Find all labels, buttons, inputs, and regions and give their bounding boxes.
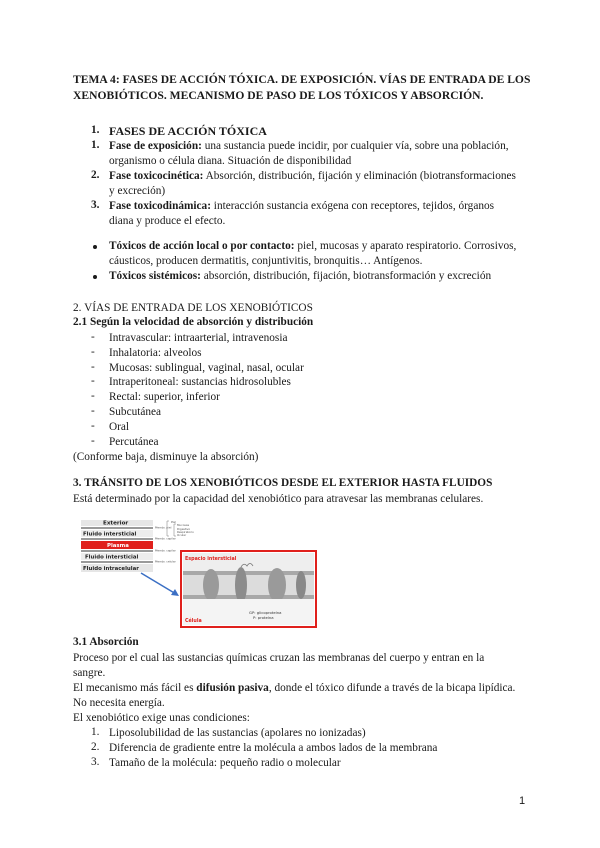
toxic-type-text: piel, mucosas y aparato respiratorio. Corrosivos, (294, 240, 517, 252)
phase-item-line (109, 199, 494, 214)
dash-marker: - (91, 375, 95, 387)
membrane-protein (235, 567, 247, 603)
toxic-type-line (109, 269, 491, 284)
route-item: Oral (109, 421, 130, 433)
route-item: Rectal: superior, inferior (109, 391, 220, 403)
phase-term: Fase de exposición: (109, 140, 202, 152)
toxic-type-text: absorción, distribución, fijación, biotransformación y excreción (200, 270, 492, 282)
membrane-protein (203, 569, 219, 601)
membrane-protein (296, 571, 306, 599)
route-note: (Conforme baja, disminuye la absorción) (73, 451, 259, 463)
dash-marker: - (91, 346, 95, 358)
condition-item: Tamaño de la molécula: pequeño radio o molecular (109, 757, 341, 769)
entry-label: Piel (171, 520, 176, 524)
membrane-line (81, 527, 153, 529)
phase-item-line2: organismo o célula diana. Situación de disponibilidad (109, 155, 352, 167)
condition-number: 3. (91, 756, 100, 768)
paragraph-emphasis: difusión pasiva (196, 682, 269, 694)
dash-marker: - (91, 405, 95, 417)
route-item: Inhalatoria: alveolos (109, 347, 202, 359)
paragraph-text: El mecanismo más fácil es (73, 682, 197, 694)
toxic-type-term: Tóxicos de acción local o por contacto: (109, 240, 295, 252)
toxic-type-line2: cáusticos, producen dermatitis, conjuntivitis, bronquitis… Antígenos. (109, 255, 423, 267)
phase-item-line2: diana y produce el efecto. (109, 215, 226, 227)
inset-label-cell: Célula (185, 619, 202, 624)
route-item: Intraperitoneal: sustancias hidrosolubles (109, 376, 291, 388)
membrane-protein (268, 568, 286, 602)
phase-text: Absorción, distribución, fijación y eliminación (biotransformaciones (203, 170, 516, 182)
inset-label-top: Espacio intersticial (185, 557, 237, 562)
dash-marker: - (91, 361, 95, 373)
condition-number: 2. (91, 741, 100, 753)
toxic-type-term: Tóxicos sistémicos: (109, 270, 201, 282)
membrane-label: Membr. celular (155, 559, 176, 564)
route-item: Percutánea (109, 436, 159, 448)
section1-heading: FASES DE ACCIÓN TÓXICA (109, 124, 267, 138)
layer-label-interstitial-2: Fluido intersticial (85, 554, 139, 561)
entry-label: Ocular (177, 533, 187, 537)
bracket-icon (174, 524, 176, 536)
bilayer-core (183, 571, 314, 599)
entry-label: Respiratorio (177, 530, 194, 534)
phase-text: una sustancia puede incidir, por cualquier vía, sobre una población, (201, 140, 509, 152)
condition-number: 1. (91, 726, 100, 738)
bilayer-heads-top (183, 571, 314, 575)
subsection-heading: 3.1 Absorción (73, 636, 139, 648)
inset-extracellular (183, 553, 314, 571)
membrane-label: Membr. piel (155, 525, 172, 530)
dash-marker: - (91, 420, 95, 432)
route-item: Subcutánea (109, 406, 162, 418)
paragraph-line: No necesita energía. (73, 697, 165, 709)
phase-item-line (109, 169, 516, 184)
paragraph-line: sangre. (73, 667, 106, 679)
inset-legend: GP: glicoproteína (249, 610, 282, 615)
membrane-diagram (81, 516, 321, 628)
condition-item: Liposolubilidad de las sustancias (apolares no ionizadas) (109, 727, 366, 739)
section3-heading: 3. TRÁNSITO DE LOS XENOBIÓTICOS DESDE EL EXTERIOR HASTA FLUIDOS (73, 477, 493, 489)
membrane-line (81, 561, 153, 563)
section2-subheading: 2.1 Según la velocidad de absorción y distribución (73, 316, 314, 328)
page-title: TEMA 4: FASES DE ACCIÓN TÓXICA. DE EXPOSICIÓN. VÍAS DE ENTRADA DE LOS XENOBIÓTICOS. MECANISMO DE PASO DE LOS TÓXICOS Y ABSORCIÓN. (73, 73, 531, 102)
layer-label-exterior: Exterior (103, 520, 129, 527)
phase-term: Fase toxicocinética: (109, 170, 204, 182)
phase-number: 1. (91, 139, 100, 151)
dash-marker: - (91, 390, 95, 402)
bullet-icon (93, 245, 97, 249)
bilayer-heads-bottom (183, 595, 314, 599)
section3-intro: Está determinado por la capacidad del xenobiótico para atravesar las membranas celulares. (73, 493, 484, 505)
arrow-line (141, 573, 176, 594)
phase-term: Fase toxicodinámica: (109, 200, 211, 212)
phase-number: 3. (91, 199, 100, 211)
entry-label: Digestivo (177, 527, 191, 531)
paragraph-text: , donde el tóxico difunde a través de la bicapa lipídica. (268, 682, 516, 694)
route-item: Intravascular: intraarterial, intravenosia (109, 332, 288, 344)
entry-label: Mucosas (177, 523, 190, 527)
route-item: Mucosas: sublingual, vaginal, nasal, ocular (109, 362, 304, 374)
membrane-line (81, 538, 153, 540)
membrane-line (81, 550, 153, 552)
section2-heading: 2. VÍAS DE ENTRADA DE LOS XENOBIÓTICOS (73, 302, 313, 314)
condition-item: Diferencia de gradiente entre la molécula a ambos lados de la membrana (109, 742, 438, 754)
paragraph-line (73, 681, 515, 696)
dash-marker: - (91, 331, 95, 343)
phase-item-line2: y excreción) (109, 185, 166, 197)
inset-legend: P: proteína (253, 615, 274, 620)
bullet-icon (93, 275, 97, 279)
membrane-label: Membr. capilar (155, 548, 176, 553)
paragraph-line: Proceso por el cual las sustancias químicas cruzan las membranas del cuerpo y entran en la (73, 652, 485, 664)
paragraph-line: El xenobiótico exige unas condiciones: (73, 712, 250, 724)
section1-number: 1. (91, 124, 100, 136)
phase-item-line (109, 139, 509, 154)
layer-label-intracellular: Fluido intracelular (83, 566, 139, 572)
page-number: 1 (519, 795, 526, 807)
toxic-type-line (109, 239, 516, 254)
phase-text: interacción sustancia exógena con receptores, tejidos, órganos (210, 200, 495, 212)
membrane-label: Membr. capilar (155, 536, 176, 541)
layer-label-plasma: Plasma (107, 543, 129, 549)
phase-number: 2. (91, 169, 100, 181)
layer-label-interstitial: Fluido intersticial (83, 531, 137, 538)
dash-marker: - (91, 435, 95, 447)
